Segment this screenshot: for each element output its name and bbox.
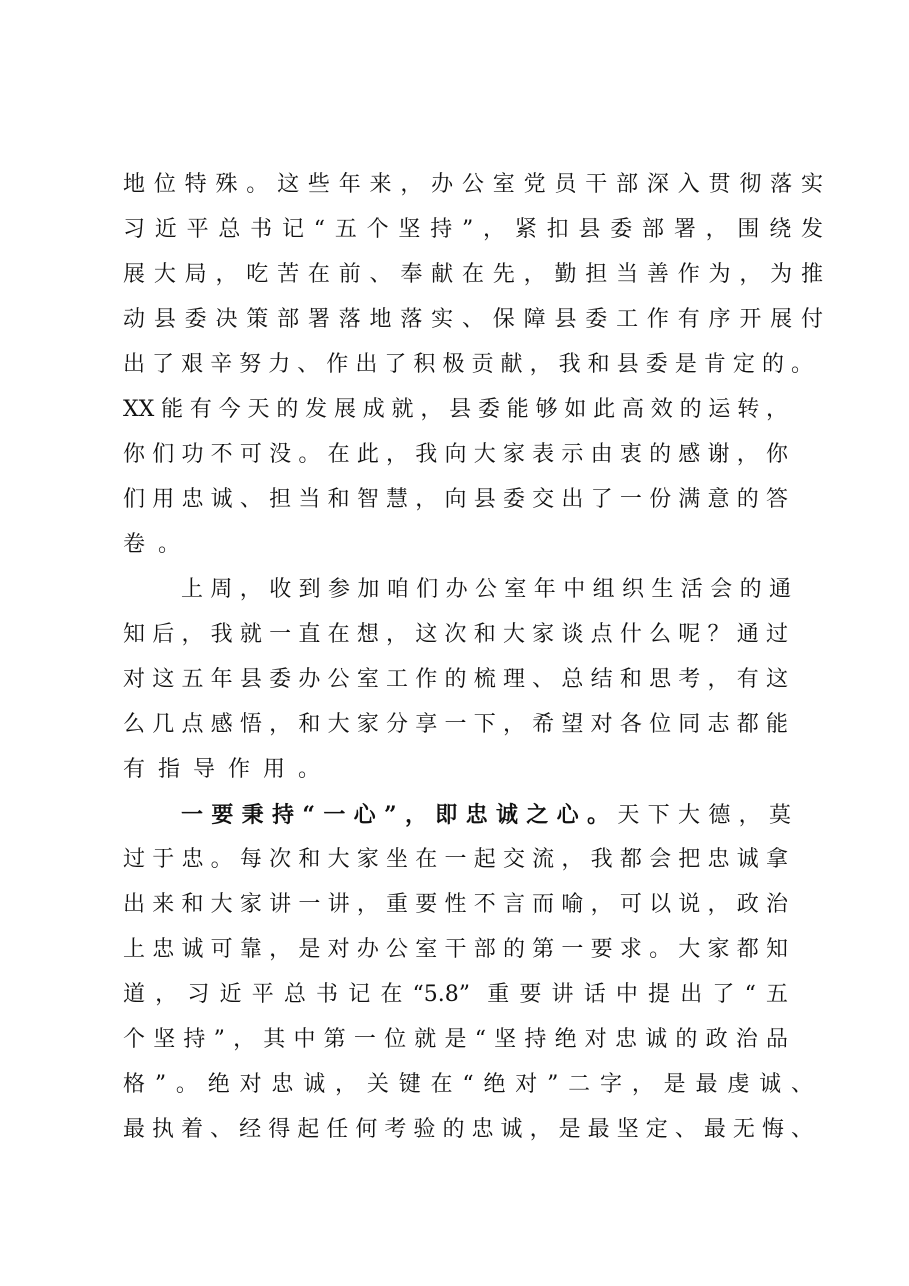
paragraph3-first-line-rest: 天下大德，莫 <box>617 803 791 828</box>
paragraph1-line-1: 地位特殊。这些年来，办公室党员干部深入贯彻落实 <box>123 172 823 197</box>
paragraph2-line-4: 么几点感悟，和大家分享一下，希望对各位同志都能 <box>123 712 788 737</box>
paragraph3-line-5: 道，习近平总书记在“5.8” 重要讲话中提出了“五 <box>123 982 788 1007</box>
paragraph1-line-8: 们用忠诚、担当和智慧，向县委交出了一份满意的答 <box>123 487 788 512</box>
paragraph3-line-2: 过于忠。每次和大家坐在一起交流，我都会把忠诚拿 <box>123 847 788 872</box>
paragraph2-line-3: 对这五年县委办公室工作的梳理、总结和思考，有这 <box>123 667 788 692</box>
paragraph3-line-7: 格”。绝对忠诚，关键在“绝对”二字，是最虔诚、 <box>123 1072 813 1097</box>
paragraph1-line-6: XX能有今天的发展成就，县委能够如此高效的运转， <box>123 397 788 422</box>
paragraph3-line-3: 出来和大家讲一讲，重要性不言而喻，可以说，政治 <box>123 892 788 917</box>
paragraph1-line-3: 展大局，吃苦在前、奉献在先，勤担当善作为，为推 <box>123 262 823 287</box>
paragraph1-line-5: 出了艰辛努力、作出了积极贡献，我和县委是肯定的。 <box>123 352 813 377</box>
paragraph2-line-1: 上周，收到参加咱们办公室年中组织生活会的通 <box>181 577 791 602</box>
paragraph3-line-8: 最执着、经得起任何考验的忠诚，是最坚定、最无悔、 <box>123 1117 813 1142</box>
paragraph2-line-5: 有指导作用。 <box>123 757 334 782</box>
paragraph1-line-9: 卷。 <box>123 532 194 557</box>
paragraph3-line-4: 上忠诚可靠，是对办公室干部的第一要求。大家都知 <box>123 937 788 962</box>
paragraph3-heading: 一要秉持“一心”，即忠诚之心。 <box>181 802 618 828</box>
paragraph3-line-6: 个坚持”，其中第一位就是“坚持绝对忠诚的政治品 <box>123 1027 788 1052</box>
paragraph1-line-4: 动县委决策部署落地落实、保障县委工作有序开展付 <box>123 307 823 332</box>
paragraph1-line-7: 你们功不可没。在此，我向大家表示由衷的感谢，你 <box>123 442 788 467</box>
paragraph3-line-1 <box>181 795 791 835</box>
paragraph2-line-2: 知后，我就一直在想，这次和大家谈点什么呢？通过 <box>123 622 788 647</box>
paragraph1-line-2: 习近平总书记“五个坚持”，紧扣县委部署，围绕发 <box>123 217 823 242</box>
